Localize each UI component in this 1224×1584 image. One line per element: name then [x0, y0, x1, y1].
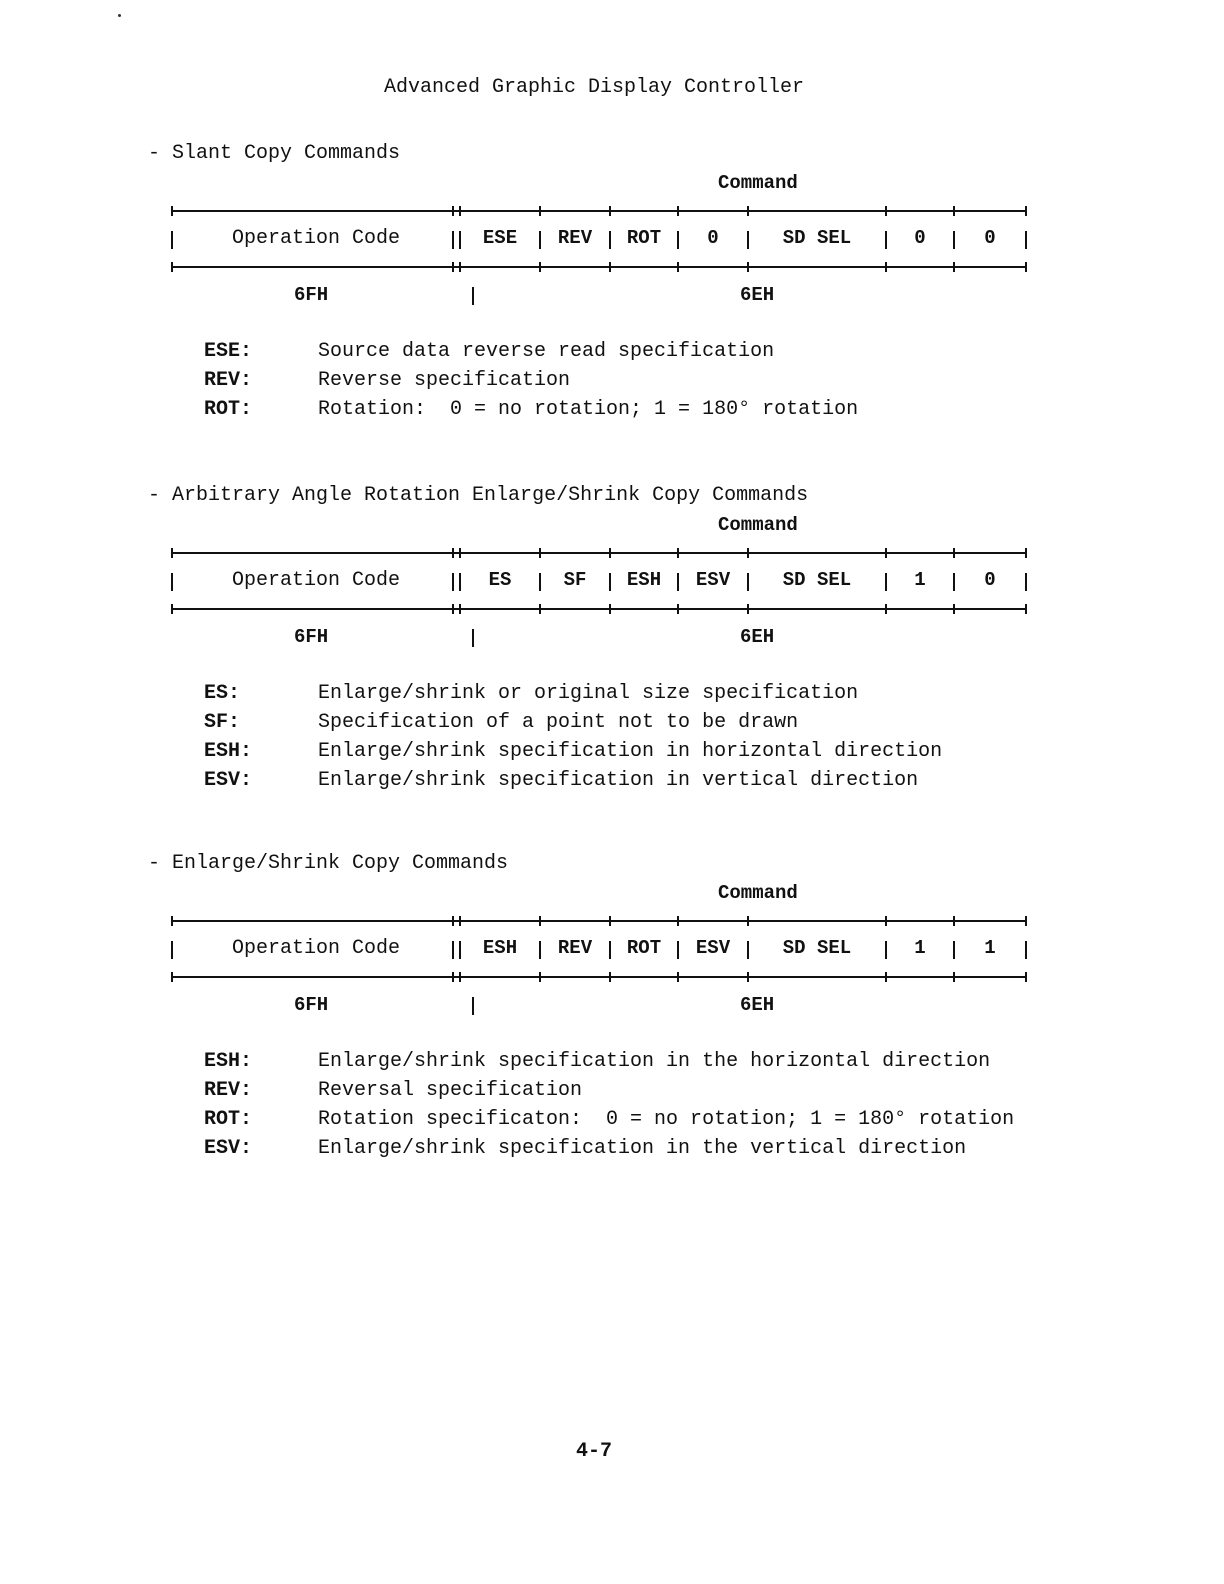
- definition-text: Enlarge/shrink specification in the horizontal direction: [318, 1050, 991, 1073]
- register-separator: [677, 231, 679, 249]
- definition-text: Enlarge/shrink specification in vertical direction: [318, 769, 919, 792]
- register-separator: [953, 941, 955, 959]
- rule-tick: [609, 206, 611, 216]
- definition-term: ESH:: [204, 1050, 253, 1073]
- bit-field-cell: ESH: [482, 937, 518, 959]
- definition-term: ESE:: [204, 340, 253, 363]
- register-separator: [539, 941, 541, 959]
- opcode-hex-label: 6FH: [294, 994, 329, 1016]
- rule-tick: [677, 604, 679, 614]
- register-separator: [459, 941, 461, 959]
- rule-tick: [953, 972, 955, 982]
- command-hex-label: 6EH: [740, 994, 775, 1016]
- register-separator: [747, 573, 749, 591]
- rule-tick: [609, 262, 611, 272]
- definition-text: Reversal specification: [318, 1079, 583, 1102]
- definition-term: ESV:: [204, 769, 253, 792]
- rule-tick: [747, 262, 749, 272]
- command-label: Command: [718, 172, 798, 194]
- register-separator: [747, 941, 749, 959]
- rule-tick: [452, 972, 454, 982]
- register-bottom-rule: [172, 266, 1026, 268]
- rule-tick: [452, 548, 454, 558]
- rule-tick: [1025, 972, 1027, 982]
- rule-tick: [1025, 262, 1027, 272]
- bit-field-cell: 0: [984, 569, 996, 591]
- definition-text: Specification of a point not to be drawn: [318, 711, 799, 734]
- register-separator: [1025, 941, 1027, 959]
- rule-tick: [747, 548, 749, 558]
- register-separator: [171, 941, 173, 959]
- byte-divider-mark: [472, 287, 474, 305]
- definition-text: Enlarge/shrink specification in horizontal direction: [318, 740, 943, 763]
- rule-tick: [885, 604, 887, 614]
- register-separator: [459, 573, 461, 591]
- rule-tick: [953, 262, 955, 272]
- rule-tick: [1025, 604, 1027, 614]
- bit-field-cell: SD SEL: [782, 569, 852, 591]
- bit-field-cell: SD SEL: [782, 227, 852, 249]
- register-top-rule: [172, 920, 1026, 922]
- bit-field-cell: REV: [557, 227, 593, 249]
- rule-tick: [171, 604, 173, 614]
- opcode-hex-label: 6FH: [294, 626, 329, 648]
- command-hex-label: 6EH: [740, 284, 775, 306]
- rule-tick: [953, 916, 955, 926]
- rule-tick: [171, 262, 173, 272]
- register-bottom-rule: [172, 976, 1026, 978]
- bit-field-cell: REV: [557, 937, 593, 959]
- rule-tick: [953, 206, 955, 216]
- operation-code-cell: Operation Code: [231, 227, 401, 250]
- register-separator: [885, 941, 887, 959]
- register-separator: [609, 231, 611, 249]
- rule-tick: [953, 604, 955, 614]
- rule-tick: [885, 548, 887, 558]
- rule-tick: [747, 972, 749, 982]
- definition-term: ROT:: [204, 398, 253, 421]
- bit-field-cell: 0: [914, 227, 926, 249]
- definition-term: ES:: [204, 682, 241, 705]
- register-bottom-rule: [172, 608, 1026, 610]
- register-separator: [609, 941, 611, 959]
- rule-tick: [747, 916, 749, 926]
- definition-term: SF:: [204, 711, 241, 734]
- rule-tick: [609, 548, 611, 558]
- register-separator: [609, 573, 611, 591]
- rule-tick: [539, 262, 541, 272]
- rule-tick: [677, 916, 679, 926]
- rule-tick: [747, 206, 749, 216]
- definition-text: Enlarge/shrink or original size specification: [318, 682, 859, 705]
- definition-term: ESH:: [204, 740, 253, 763]
- bit-field-cell: SF: [563, 569, 587, 591]
- rule-tick: [609, 604, 611, 614]
- rule-tick: [1025, 916, 1027, 926]
- bit-field-cell: 1: [914, 937, 926, 959]
- scan-speck: [118, 14, 121, 17]
- register-separator: [171, 231, 173, 249]
- register-separator: [885, 573, 887, 591]
- register-separator: [1025, 231, 1027, 249]
- rule-tick: [171, 548, 173, 558]
- rule-tick: [609, 972, 611, 982]
- rule-tick: [539, 206, 541, 216]
- bit-field-cell: ROT: [626, 227, 662, 249]
- rule-tick: [885, 262, 887, 272]
- rule-tick: [539, 548, 541, 558]
- bit-field-cell: 0: [984, 227, 996, 249]
- rule-tick: [539, 604, 541, 614]
- rule-tick: [452, 604, 454, 614]
- bit-field-cell: ESV: [695, 937, 731, 959]
- register-separator: [171, 573, 173, 591]
- register-separator: [953, 573, 955, 591]
- rule-tick: [459, 206, 461, 216]
- rule-tick: [459, 916, 461, 926]
- bit-field-cell: ESH: [626, 569, 662, 591]
- rule-tick: [1025, 548, 1027, 558]
- register-separator: [1025, 573, 1027, 591]
- definition-term: REV:: [204, 1079, 253, 1102]
- rule-tick: [885, 206, 887, 216]
- register-separator: [677, 573, 679, 591]
- page-title: Advanced Graphic Display Controller: [383, 76, 805, 99]
- bit-field-cell: ESE: [482, 227, 518, 249]
- opcode-hex-label: 6FH: [294, 284, 329, 306]
- bit-field-cell: ESV: [695, 569, 731, 591]
- byte-divider-mark: [472, 997, 474, 1015]
- section-heading: - Slant Copy Commands: [148, 142, 401, 165]
- operation-code-cell: Operation Code: [231, 569, 401, 592]
- rule-tick: [885, 972, 887, 982]
- operation-code-cell: Operation Code: [231, 937, 401, 960]
- rule-tick: [539, 916, 541, 926]
- section-heading: - Arbitrary Angle Rotation Enlarge/Shrink Copy Commands: [148, 484, 809, 507]
- definition-text: Enlarge/shrink specification in the vertical direction: [318, 1137, 967, 1160]
- bit-field-cell: SD SEL: [782, 937, 852, 959]
- definition-text: Reverse specification: [318, 369, 571, 392]
- bit-field-cell: 0: [707, 227, 719, 249]
- definition-text: Rotation specificaton: 0 = no rotation; 1 = 180° rotation: [318, 1108, 1015, 1131]
- rule-tick: [539, 972, 541, 982]
- definition-text: Source data reverse read specification: [318, 340, 775, 363]
- rule-tick: [953, 548, 955, 558]
- rule-tick: [171, 972, 173, 982]
- rule-tick: [171, 916, 173, 926]
- rule-tick: [677, 548, 679, 558]
- rule-tick: [171, 206, 173, 216]
- rule-tick: [459, 262, 461, 272]
- page-number: 4-7: [575, 1440, 612, 1463]
- rule-tick: [452, 206, 454, 216]
- command-label: Command: [718, 514, 798, 536]
- rule-tick: [677, 262, 679, 272]
- rule-tick: [459, 604, 461, 614]
- byte-divider-mark: [472, 629, 474, 647]
- command-hex-label: 6EH: [740, 626, 775, 648]
- section-heading: - Enlarge/Shrink Copy Commands: [148, 852, 509, 875]
- rule-tick: [677, 972, 679, 982]
- bit-field-cell: 1: [914, 569, 926, 591]
- definition-term: ESV:: [204, 1137, 253, 1160]
- rule-tick: [1025, 206, 1027, 216]
- definition-term: ROT:: [204, 1108, 253, 1131]
- bit-field-cell: ROT: [626, 937, 662, 959]
- register-separator: [539, 573, 541, 591]
- rule-tick: [459, 548, 461, 558]
- register-separator: [885, 231, 887, 249]
- register-top-rule: [172, 210, 1026, 212]
- rule-tick: [885, 916, 887, 926]
- rule-tick: [452, 262, 454, 272]
- register-separator: [747, 231, 749, 249]
- register-separator: [539, 231, 541, 249]
- definition-term: REV:: [204, 369, 253, 392]
- register-separator: [953, 231, 955, 249]
- bit-field-cell: ES: [488, 569, 512, 591]
- rule-tick: [677, 206, 679, 216]
- definition-text: Rotation: 0 = no rotation; 1 = 180° rotation: [318, 398, 859, 421]
- rule-tick: [459, 972, 461, 982]
- command-label: Command: [718, 882, 798, 904]
- register-top-rule: [172, 552, 1026, 554]
- register-separator: [677, 941, 679, 959]
- rule-tick: [747, 604, 749, 614]
- register-separator: [459, 231, 461, 249]
- rule-tick: [452, 916, 454, 926]
- rule-tick: [609, 916, 611, 926]
- bit-field-cell: 1: [984, 937, 996, 959]
